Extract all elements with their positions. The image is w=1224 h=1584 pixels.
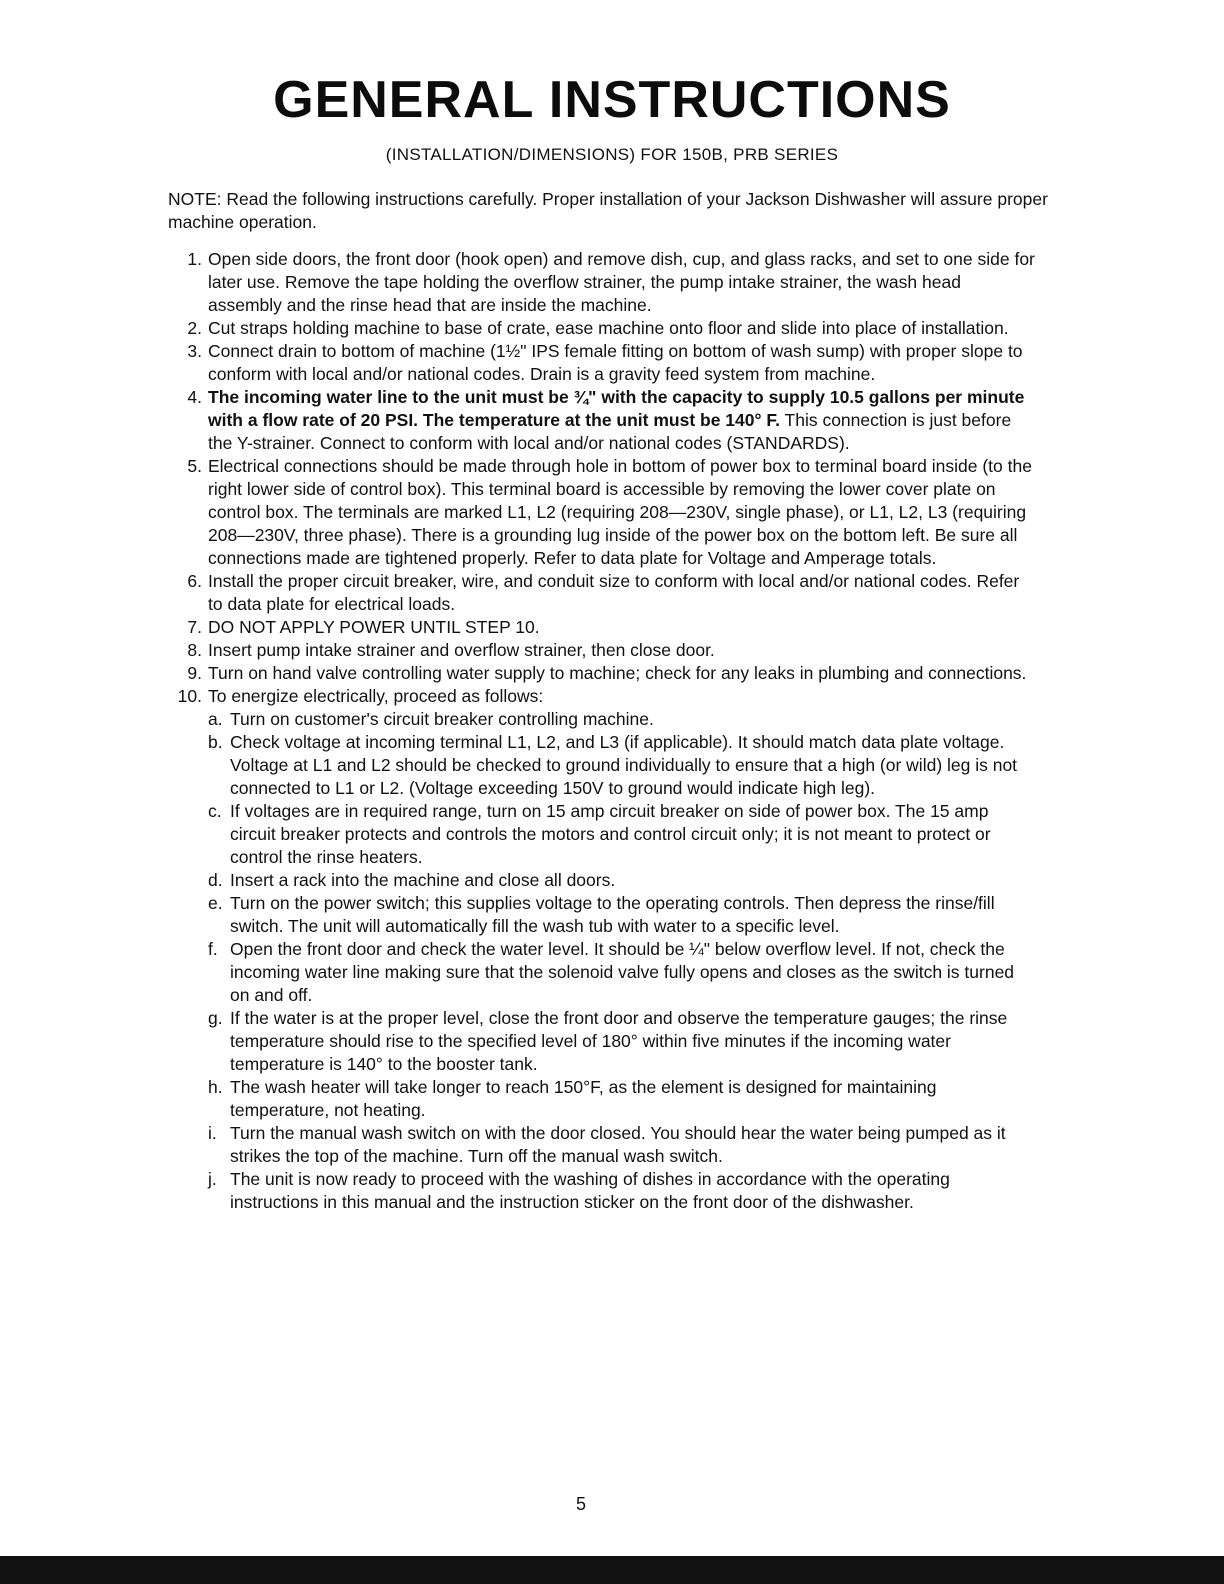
step-3 <box>150 340 1050 386</box>
substep-letter: b. <box>208 732 223 752</box>
step-number: 10. <box>177 686 202 706</box>
substep-text: Turn on the power switch; this supplies voltage to the operating controls. Then depress the rinse/fill switch. The unit will automatically fill the wash tub with water to a specific level. <box>230 893 995 936</box>
step-text: DO NOT APPLY POWER UNTIL STEP 10. <box>208 617 540 637</box>
step-text: Install the proper circuit breaker, wire, and conduit size to conform with local and/or national codes. Refer to data plate for electrical loads. <box>208 571 1020 614</box>
step-number: 2. <box>187 318 202 338</box>
substep-letter: j. <box>208 1169 217 1189</box>
step-text-bold: The incoming water line to the unit must be ¾" with the capacity to supply 10.5 gallons per minute with a flow rate of 20 PSI. The temperature at the unit must be 140° F. <box>208 387 1025 430</box>
step-text-regular: This connection is just before the Y-strainer. Connect to conform with local and/or national codes (STANDARDS). <box>208 410 1012 453</box>
page-subtitle: (INSTALLATION/DIMENSIONS) FOR 150B, PRB SERIES <box>385 145 839 164</box>
step-text: Connect drain to bottom of machine (1½" IPS female fitting on bottom of wash sump) with proper slope to conform with local and/or national codes. Drain is a gravity feed system from machine. <box>208 341 1023 384</box>
step-text <box>208 386 1038 455</box>
step-4 <box>150 386 1050 455</box>
substep-i <box>208 1122 1038 1168</box>
step-number: 1. <box>187 249 202 269</box>
substep-letter: g. <box>208 1008 223 1028</box>
step-7 <box>150 616 1050 639</box>
substep-letter: i. <box>208 1123 217 1143</box>
substep-text: Insert a rack into the machine and close all doors. <box>230 870 616 890</box>
substep-text: The unit is now ready to proceed with the washing of dishes in accordance with the operating instructions in this manual and the instruction sticker on the front door of the dishwasher. <box>230 1169 950 1212</box>
step-text: Turn on hand valve controlling water supply to machine; check for any leaks in plumbing and connections. <box>208 663 1027 683</box>
substep-letter: e. <box>208 893 223 913</box>
substep-d <box>208 869 1038 892</box>
step-2 <box>150 317 1050 340</box>
step-9 <box>150 662 1050 685</box>
step-number: 6. <box>187 571 202 591</box>
step-number: 3. <box>187 341 202 361</box>
substep-text: Turn on customer's circuit breaker controlling machine. <box>230 709 654 729</box>
note-paragraph: NOTE: Read the following instructions carefully. Proper installation of your Jackson Dishwasher will assure proper machine operation. <box>168 189 1048 232</box>
step-number: 8. <box>187 640 202 660</box>
step-text <box>208 685 1038 1214</box>
substep-text: Open the front door and check the water level. It should be ¼" below overflow level. If not, check the incoming water line making sure that the solenoid valve fully opens and closes as the switch is turned on and off. <box>230 939 1015 1005</box>
step-number: 5. <box>187 456 202 476</box>
step-text: Cut straps holding machine to base of crate, ease machine onto floor and slide into place of installation. <box>208 318 1009 338</box>
step-10 <box>150 685 1050 1214</box>
page-number: 5 <box>575 1494 586 1514</box>
step-number: 7. <box>187 617 202 637</box>
substep-text: The wash heater will take longer to reach 150°F, as the element is designed for maintaining temperature, not heating. <box>230 1077 937 1120</box>
step-number: 4. <box>187 387 202 407</box>
substep-letter: d. <box>208 870 223 890</box>
step-8 <box>150 639 1050 662</box>
step-text: Open side doors, the front door (hook open) and remove dish, cup, and glass racks, and set to one side for later use. Remove the tape holding the overflow strainer, the pump intake strainer, the wash head assembly and the rinse head that are inside the machine. <box>208 249 1035 315</box>
substep-g <box>208 1007 1038 1076</box>
substep-e <box>208 892 1038 938</box>
substep-h <box>208 1076 1038 1122</box>
page-title: GENERAL INSTRUCTIONS <box>273 71 951 129</box>
substep-letter: h. <box>208 1077 223 1097</box>
substep-b <box>208 731 1038 800</box>
step-text: Electrical connections should be made through hole in bottom of power box to terminal board inside (to the right lower side of control box). This terminal board is accessible by removing the lower cover plate on control box. The terminals are marked L1, L2 (requiring 208—230V, single phase), or L1, L2, L3 (requiring 208—230V, three phase). There is a grounding lug inside of the power box on the bottom left. Be sure all connections made are tightened properly. Refer to data plate for Voltage and Amperage totals. <box>208 456 1032 568</box>
substep-a <box>208 708 1038 731</box>
substep-text: Turn the manual wash switch on with the door closed. You should hear the water being pumped as it strikes the top of the machine. Turn off the manual wash switch. <box>230 1123 1006 1166</box>
substep-text: If voltages are in required range, turn on 15 amp circuit breaker on side of power box. The 15 amp circuit breaker protects and controls the motors and control circuit only; it is not meant to protect or control the rinse heaters. <box>230 801 991 867</box>
substep-letter: f. <box>208 939 218 959</box>
substep-letter: c. <box>208 801 222 821</box>
substep-letter: a. <box>208 709 223 729</box>
step-6 <box>150 570 1050 616</box>
instruction-list <box>150 248 1050 1214</box>
substep-text: If the water is at the proper level, close the front door and observe the temperature gauges; the rinse temperature should rise to the specified level of 180° within five minutes if the incoming water temperature is 140° to the booster tank. <box>230 1008 1008 1074</box>
substep-text: Check voltage at incoming terminal L1, L2, and L3 (if applicable). It should match data plate voltage. Voltage at L1 and L2 should be checked to ground individually to ensure that a high (or wild) leg is not connected to L1 or L2. (Voltage exceeding 150V to ground would indicate high leg). <box>230 732 1018 798</box>
step-number: 9. <box>187 663 202 683</box>
step-5 <box>150 455 1050 570</box>
substep-f <box>208 938 1038 1007</box>
step-1 <box>150 248 1050 317</box>
step-text-intro: To energize electrically, proceed as follows: <box>208 686 544 706</box>
substep-j <box>208 1168 1038 1214</box>
substep-c <box>208 800 1038 869</box>
scan-edge-bar <box>0 1556 1224 1584</box>
step-text: Insert pump intake strainer and overflow strainer, then close door. <box>208 640 715 660</box>
